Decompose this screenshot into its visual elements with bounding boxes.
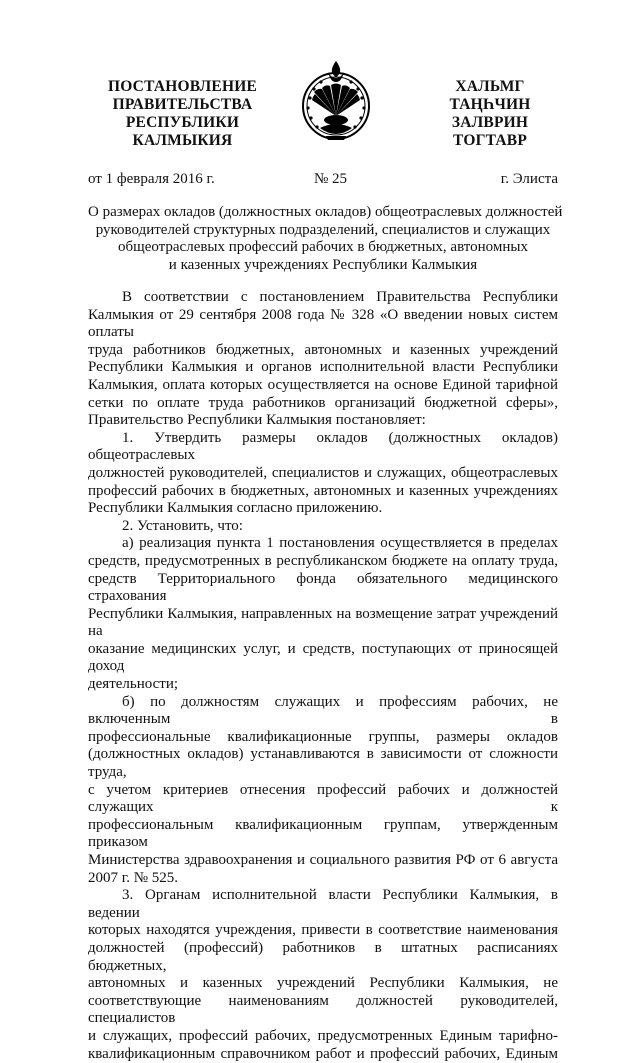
header-left-line: РЕСПУБЛИКИ	[125, 114, 240, 131]
body-line: соответствующие наименованиям должностей руководителей, специалистов	[88, 992, 558, 1027]
body-line: с учетом критериев отнесения профессий рабочих и должностей служащих к	[88, 781, 558, 816]
title-line: общеотраслевых профессий рабочих в бюджетных, автономных	[118, 239, 528, 255]
body-line: Республики Калмыкия и органов исполнительной власти Республики	[88, 359, 558, 376]
body-line: должностей (профессий) работников в штатных расписаниях бюджетных,	[88, 939, 558, 974]
document-title	[88, 204, 563, 274]
header-left-line: ПОСТАНОВЛЕНИЕ	[107, 78, 258, 95]
header-right-line: ТАҢҺЧИН	[449, 96, 531, 113]
body-line: Республики Калмыкия, направленных на возмещение затрат учреждений на	[88, 605, 558, 640]
body-line: должностей руководителей, специалистов и служащих, общеотраслевых	[88, 464, 558, 481]
document-city: г. Элиста	[500, 171, 558, 187]
header-right-line: ТОГТАВР	[452, 132, 528, 149]
title-line: руководителей структурных подразделений, специалистов и служащих	[95, 221, 551, 238]
body-line: и служащих, профессий рабочих, предусмотренных Единым тарифно-	[88, 1027, 558, 1044]
body-line: автономных и казенных учреждений Республики Калмыкия, не	[88, 975, 558, 992]
body-line: Калмыкия, оплата которых осуществляется на основе Единой тарифной	[88, 376, 558, 393]
document-date: от 1 февраля 2016 г.	[88, 171, 215, 187]
header-right-kalmyk	[420, 78, 560, 150]
body-line: деятельности;	[88, 676, 179, 693]
body-line: профессий рабочих в бюджетных, автономных и казенных учреждениях	[88, 482, 558, 499]
header-left-russian	[80, 78, 285, 150]
document-meta-row	[88, 171, 558, 191]
body-line: Правительство Республики Калмыкия постановляет:	[88, 412, 426, 429]
body-line: Республики Калмыкия согласно приложению.	[88, 500, 383, 517]
title-line: О размерах окладов (должностных окладов) общеотраслевых должностей	[88, 204, 563, 220]
body-line: 1. Утвердить размеры окладов (должностных окладов) общеотраслевых	[88, 429, 558, 464]
body-line: оказание медицинских услуг, и средств, поступающих от приносящей доход	[88, 640, 558, 675]
body-line: средств Территориального фонда обязательного медицинского страхования	[88, 570, 558, 605]
kalmykia-coat-of-arms-icon	[300, 58, 372, 142]
header-right-line: ХАЛЬМГ	[455, 78, 525, 95]
header-left-line: ПРАВИТЕЛЬСТВА	[112, 96, 253, 113]
document-number: № 25	[314, 171, 348, 187]
body-line: 2007 г. № 525.	[88, 869, 179, 886]
body-line: труда работников бюджетных, автономных и казенных учреждений	[88, 341, 558, 358]
body-line: профессиональные квалификационные группы, размеры окладов	[88, 728, 558, 745]
body-line: В соответствии с постановлением Правительства Республики	[122, 289, 558, 305]
body-line: которых находятся учреждения, привести в соответствие наименования	[88, 922, 558, 939]
title-line: и казенных учреждениях Республики Калмыкия	[168, 256, 478, 273]
header-right-line: ЗАЛВРИН	[451, 114, 529, 131]
body-line: квалификационным справочником работ и профессий рабочих, Единым	[88, 1045, 558, 1062]
body-line: сетки по оплате труда работников организаций бюджетной сферы»,	[88, 394, 558, 411]
body-line: Калмыкия от 29 сентября 2008 года № 328 «О введении новых систем оплаты	[88, 306, 558, 341]
body-line: Министерства здравоохранения и социального развития РФ от 6 августа	[88, 852, 558, 868]
body-line: средств, предусмотренных в республиканском бюджете на оплату труда,	[88, 552, 558, 569]
body-line: (должностных окладов) устанавливаются в зависимости от сложности труда,	[88, 746, 558, 781]
body-line: 3. Органам исполнительной власти Республики Калмыкия, в ведении	[88, 887, 558, 921]
body-line: б) по должностям служащих и профессиям рабочих, не включенным в	[88, 693, 558, 728]
body-line: а) реализация пункта 1 постановления осуществляется в пределах	[122, 535, 558, 552]
document-body	[88, 289, 558, 1063]
header-left-line: КАЛМЫКИЯ	[132, 132, 233, 149]
body-line: 2. Установить, что:	[122, 517, 243, 534]
body-line: профессиональным квалификационным группам, утвержденным приказом	[88, 816, 558, 851]
